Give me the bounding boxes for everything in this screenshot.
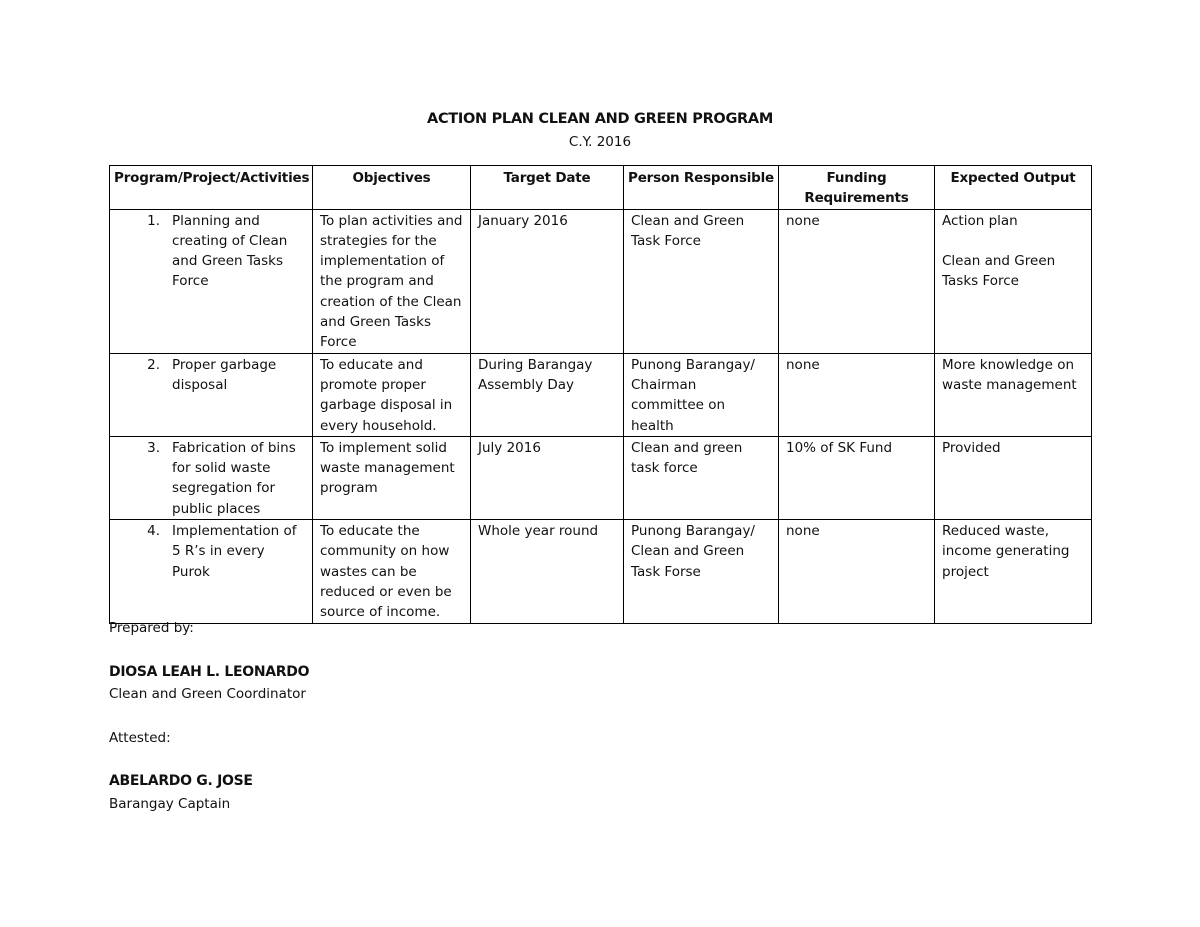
attested-label: Attested: bbox=[109, 730, 171, 746]
attested-title: Barangay Captain bbox=[109, 796, 231, 812]
prepared-by-name: DIOSA LEAH L. LEONARDO bbox=[109, 664, 310, 680]
column-header: Program/Project/Activities bbox=[110, 166, 313, 210]
person-cell: Clean and green task force bbox=[624, 436, 779, 519]
person-cell: Clean and Green Task Force bbox=[624, 209, 779, 353]
column-header: Person Responsible bbox=[624, 166, 779, 210]
column-header: Funding Requirements bbox=[779, 166, 935, 210]
row-number: 3. bbox=[147, 439, 160, 456]
row-number: 4. bbox=[147, 523, 160, 540]
attested-name: ABELARDO G. JOSE bbox=[109, 773, 253, 789]
program-cell bbox=[110, 436, 313, 519]
table-row bbox=[110, 209, 1092, 353]
prepared-by-title: Clean and Green Coordinator bbox=[109, 686, 306, 702]
program-cell bbox=[110, 520, 313, 623]
table-header-row bbox=[110, 166, 1092, 210]
target-date-cell: During Barangay Assembly Day bbox=[471, 353, 624, 436]
objective-cell: To implement solid waste management program bbox=[313, 436, 471, 519]
program-text: Implementation of 5 R’s in every Purok bbox=[172, 523, 297, 580]
output-cell: Action plan Clean and Green Tasks Force bbox=[935, 209, 1092, 353]
document-title: ACTION PLAN CLEAN AND GREEN PROGRAM bbox=[427, 111, 773, 127]
column-header: Expected Output bbox=[935, 166, 1092, 210]
column-header: Objectives bbox=[313, 166, 471, 210]
objective-cell: To educate the community on how wastes can be reduced or even be source of income. bbox=[313, 520, 471, 623]
objective-cell: To educate and promote proper garbage disposal in every household. bbox=[313, 353, 471, 436]
output-cell: Reduced waste, income generating project bbox=[935, 520, 1092, 623]
output-cell: More knowledge on waste management bbox=[935, 353, 1092, 436]
program-text: Proper garbage disposal bbox=[172, 356, 277, 393]
table-row bbox=[110, 520, 1092, 623]
program-cell bbox=[110, 353, 313, 436]
funding-cell: none bbox=[779, 520, 935, 623]
program-cell bbox=[110, 209, 313, 353]
funding-cell: 10% of SK Fund bbox=[779, 436, 935, 519]
action-plan-table bbox=[109, 165, 1092, 624]
table-row bbox=[110, 436, 1092, 519]
program-text: Fabrication of bins for solid waste segregation for public places bbox=[172, 439, 296, 517]
target-date-cell: Whole year round bbox=[471, 520, 624, 623]
funding-cell: none bbox=[779, 353, 935, 436]
document-subtitle: C.Y. 2016 bbox=[568, 134, 632, 150]
row-number: 1. bbox=[147, 212, 160, 229]
prepared-by-label: Prepared by: bbox=[109, 620, 194, 636]
program-text: Planning and creating of Clean and Green Tasks Force bbox=[172, 212, 288, 290]
row-number: 2. bbox=[147, 356, 160, 373]
output-cell: Provided bbox=[935, 436, 1092, 519]
table-row bbox=[110, 353, 1092, 436]
funding-cell: none bbox=[779, 209, 935, 353]
target-date-cell: January 2016 bbox=[471, 209, 624, 353]
person-cell: Punong Barangay/ Clean and Green Task Forse bbox=[624, 520, 779, 623]
column-header: Target Date bbox=[471, 166, 624, 210]
objective-cell: To plan activities and strategies for the implementation of the program and creation of the Clean and Green Tasks Force bbox=[313, 209, 471, 353]
target-date-cell: July 2016 bbox=[471, 436, 624, 519]
person-cell: Punong Barangay/ Chairman committee on health bbox=[624, 353, 779, 436]
